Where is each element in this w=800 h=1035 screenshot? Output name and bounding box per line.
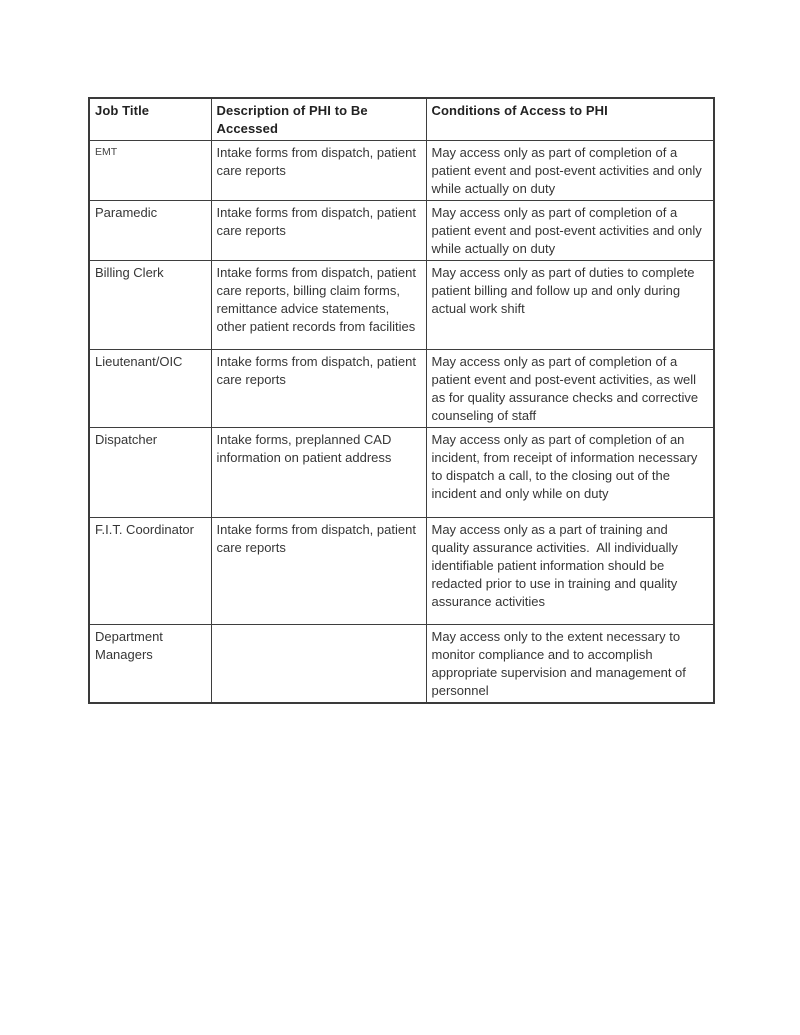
cell-job-title: Billing Clerk: [89, 261, 211, 350]
table-row-emt: [89, 141, 714, 201]
cell-description: Intake forms from dispatch, patient care reports: [211, 201, 426, 261]
cell-conditions: May access only as part of completion of a patient event and post-event activities, as well as for quality assurance checks and corrective counseling of staff: [426, 350, 714, 428]
table-header-row: [89, 98, 714, 141]
cell-job-title: EMT: [89, 141, 211, 201]
cell-conditions: May access only as part of duties to complete patient billing and follow up and only during actual work shift: [426, 261, 714, 350]
table-row-billing-clerk: [89, 261, 714, 350]
column-header-description: Description of PHI to Be Accessed: [211, 98, 426, 141]
column-header-conditions: Conditions of Access to PHI: [426, 98, 714, 141]
column-header-job-title: Job Title: [89, 98, 211, 141]
cell-description: Intake forms from dispatch, patient care reports, billing claim forms, remittance advice statements, other patient records from facilities: [211, 261, 426, 350]
cell-job-title: F.I.T. Coordinator: [89, 518, 211, 625]
table-row-dispatcher: [89, 428, 714, 518]
cell-conditions: May access only as a part of training and quality assurance activities. All individually identifiable patient information should be redacted prior to use in training and quality assurance activities: [426, 518, 714, 625]
phi-access-table: [88, 97, 715, 704]
cell-job-title: Dispatcher: [89, 428, 211, 518]
cell-conditions: May access only as part of completion of a patient event and post-event activities and only while actually on duty: [426, 141, 714, 201]
cell-description: [211, 625, 426, 704]
table-row-paramedic: [89, 201, 714, 261]
cell-conditions: May access only as part of completion of an incident, from receipt of information necessary to dispatch a call, to the closing out of the incident and only while on duty: [426, 428, 714, 518]
cell-conditions: May access only as part of completion of a patient event and post-event activities and only while actually on duty: [426, 201, 714, 261]
cell-job-title: Paramedic: [89, 201, 211, 261]
table-row-fit-coordinator: [89, 518, 714, 625]
cell-job-title: Lieutenant/OIC: [89, 350, 211, 428]
cell-description: Intake forms from dispatch, patient care reports: [211, 350, 426, 428]
cell-job-title: Department Managers: [89, 625, 211, 704]
cell-conditions: May access only to the extent necessary to monitor compliance and to accomplish appropriate supervision and management of personnel: [426, 625, 714, 704]
cell-description: Intake forms, preplanned CAD information on patient address: [211, 428, 426, 518]
table-row-lieutenant-oic: [89, 350, 714, 428]
cell-description: Intake forms from dispatch, patient care reports: [211, 141, 426, 201]
cell-description: Intake forms from dispatch, patient care reports: [211, 518, 426, 625]
table-row-department-managers: [89, 625, 714, 704]
